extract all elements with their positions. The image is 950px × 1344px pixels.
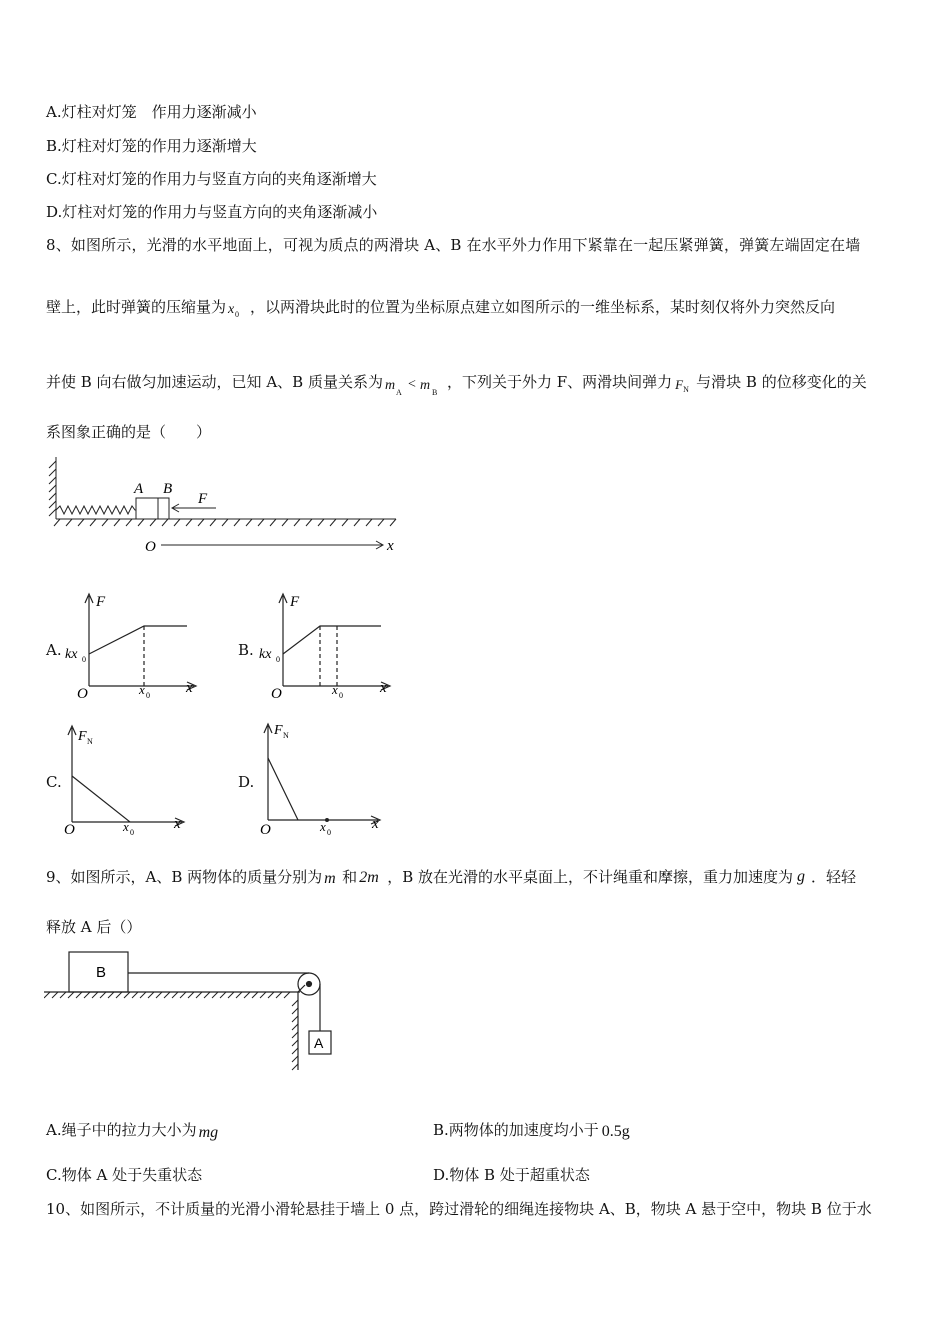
q8-line-2a: 壁上，此时弹簧的压缩量为 <box>46 298 227 316</box>
q9-line-1 <box>46 867 856 887</box>
q8-line-3: 并使 B 向右做匀加速运动，已知 A、B 质量关系为 m A < m B ，下列关于外力 F、两滑块间弹力 F N 与滑块 B 的位移变化的关 <box>46 373 867 397</box>
graph-a-kx0-sub: 0 <box>82 655 86 664</box>
graph-d <box>254 716 394 840</box>
graph-a-x0-sub: 0 <box>146 691 150 700</box>
q8-line-4: 系图象正确的是（ ） <box>46 423 212 441</box>
graph-d-y-label: F <box>274 723 283 738</box>
graph-d-y-sub: N <box>283 731 289 740</box>
graph-d-option-label: D. <box>238 773 255 791</box>
force-f-label: F <box>198 491 208 507</box>
q9-option-b <box>433 1120 643 1140</box>
graph-b-kx0-sub: 0 <box>276 655 280 664</box>
graph-c-x0-sub: 0 <box>130 828 134 837</box>
graph-c-y-label: F <box>78 729 87 744</box>
graph-b-origin: O <box>271 686 282 702</box>
q8-spring-figure <box>46 455 406 557</box>
mass-2m: 2m <box>359 869 379 886</box>
graph-c <box>58 718 198 840</box>
q9-line-1a: 9、如图所示，A、B 两物体的质量分别为 <box>46 868 323 886</box>
q9-option-d: D.物体 B 处于超重状态 <box>433 1166 590 1184</box>
q8-line-2b: ，以两滑块此时的位置为坐标原点建立如图所示的一维坐标系，某时刻仅将外力突然反向 <box>250 298 836 316</box>
graph-a <box>62 586 202 704</box>
mass-m: m <box>324 870 336 887</box>
graph-a-x0-label: x <box>139 682 145 697</box>
q7-option-a: A.灯柱对灯笼 作用力逐渐减小 <box>46 103 257 121</box>
graph-b-x0-sub: 0 <box>339 691 343 700</box>
graph-d-origin: O <box>260 822 271 838</box>
q9-option-b-value: 0.5g <box>601 1123 630 1140</box>
gravity-g: g <box>796 868 805 885</box>
q8-line-3b: ，下列关于外力 F、两滑块间弹力 <box>446 373 673 391</box>
q7-option-b: B.灯柱对灯笼的作用力逐渐增大 <box>46 137 257 155</box>
q7-option-c: C.灯柱对灯笼的作用力与竖直方向的夹角逐渐增大 <box>46 170 377 188</box>
q10-line-1: 10、如图所示，不计质量的光滑小滑轮悬挂于墙上 0 点，跨过滑轮的细绳连接物块 A、B，物块 A 悬于空中，物块 B 位于水 <box>46 1200 872 1218</box>
graph-a-x-label: x <box>186 680 193 696</box>
graph-c-x0-label: x <box>123 819 129 834</box>
block-a-label: A <box>134 481 144 497</box>
q9-line-1c: ．轻轻 <box>810 868 856 886</box>
origin-label: O <box>145 539 156 555</box>
graph-a-option-label: A. <box>46 641 62 659</box>
q9-line-1b: ，B 放在光滑的水平桌面上，不计绳重和摩擦，重力加速度为 <box>387 868 793 886</box>
graph-a-origin: O <box>77 686 88 702</box>
graph-b-x-label: x <box>380 680 387 696</box>
graph-b-x0-label: x <box>332 682 338 697</box>
graph-b-kx0-label: kx <box>259 647 272 662</box>
q9-option-a <box>46 1120 227 1140</box>
q9-option-c: C.物体 A 处于失重状态 <box>46 1166 203 1184</box>
block-b-label: B <box>163 481 173 497</box>
x-axis-label: x <box>387 538 394 554</box>
graph-b-option-label: B. <box>238 641 254 659</box>
graph-d-x0-sub: 0 <box>327 828 331 837</box>
graph-c-option-label: C. <box>46 773 62 791</box>
q9-option-a-text: A.绳子中的拉力大小为 <box>46 1121 197 1139</box>
graph-c-x-label: x <box>174 816 181 832</box>
graph-d-x-label: x <box>372 816 379 832</box>
graph-b-y-label: F <box>290 594 300 610</box>
q8-line-2: 壁上，此时弹簧的压缩量为 x 0 ，以两滑块此时的位置为坐标原点建立如图所示的一维坐标系，某时刻仅将外力突然反向 <box>46 298 836 319</box>
graph-c-y-sub: N <box>87 737 93 746</box>
graph-a-kx0-label: kx <box>65 647 78 662</box>
graph-a-y-label: F <box>96 594 106 610</box>
q9-line-2: 释放 A 后（） <box>46 918 142 936</box>
graph-d-x0-label: x <box>320 819 326 834</box>
graph-b <box>256 586 396 704</box>
q9-and: 和 <box>342 868 358 886</box>
q9-block-b-label: B <box>96 964 107 981</box>
q9-option-a-value: mg <box>198 1124 219 1141</box>
q8-line-3c: 与滑块 B 的位移变化的关 <box>696 373 867 391</box>
q8-line-3a: 并使 B 向右做匀加速运动，已知 A、B 质量关系为 <box>46 373 383 391</box>
q8-line-1: 8、如图所示，光滑的水平地面上，可视为质点的两滑块 A、B 在水平外力作用下紧靠在一起压紧弹簧，弹簧左端固定在墙 <box>46 236 861 254</box>
q7-option-d: D.灯柱对灯笼的作用力与竖直方向的夹角逐渐减小 <box>46 203 378 221</box>
q9-pulley-figure <box>44 948 344 1074</box>
q9-option-b-text: B.两物体的加速度均小于 <box>433 1121 599 1139</box>
q9-block-a-label: A <box>314 1035 324 1051</box>
graph-c-origin: O <box>64 822 75 838</box>
